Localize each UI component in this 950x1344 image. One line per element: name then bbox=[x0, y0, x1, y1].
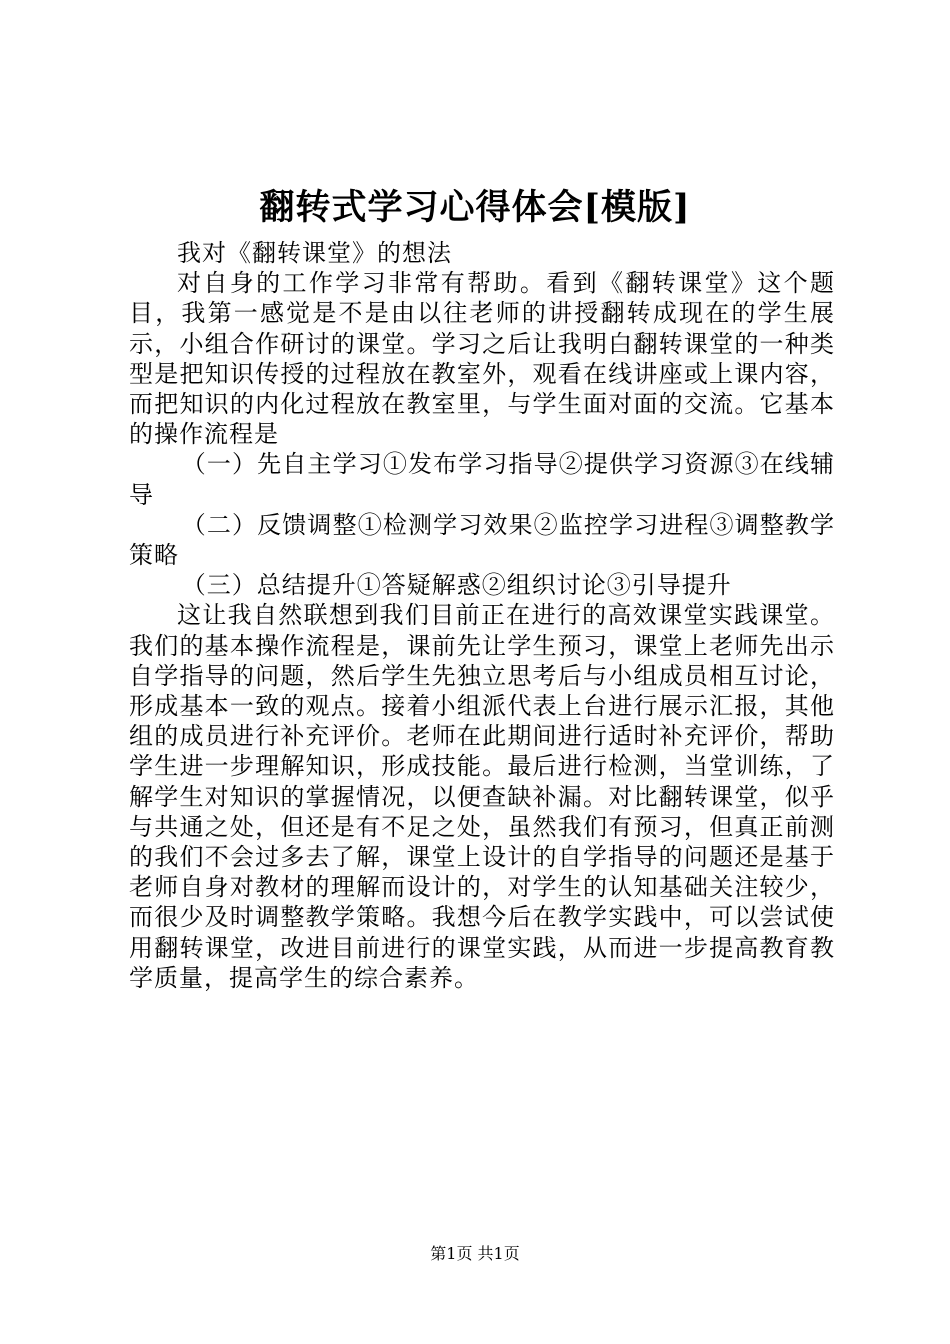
document-title: 翻转式学习心得体会[模版] bbox=[259, 187, 691, 228]
paragraph-step-2: （二）反馈调整①检测学习效果②监控学习进程③调整教学策略 bbox=[129, 510, 835, 570]
paragraph-reflection: 这让我自然联想到我们目前正在进行的高效课堂实践课堂。我们的基本操作流程是，课前先让学生预习，课堂上老师先出示自学指导的问题，然后学生先独立思考后与小组成员相互讨论，形成基本一致的观点。接着小组派代表上台进行展示汇报，其他组的成员进行补充评价。老师在此期间进行适时补充评价，帮助学生进一步理解知识，形成技能。最后进行检测，当堂训练，了解学生对知识的掌握情况，以便查缺补漏。对比翻转课堂，似乎与共通之处，但还是有不足之处，虽然我们有预习，但真正前测的我们不会过多去了解，课堂上设计的自学指导的问题还是基于老师自身对教材的理解而设计的，对学生的认知基础关注较少，而很少及时调整教学策略。我想今后在教学实践中，可以尝试使用翻转课堂，改进目前进行的课堂实践，从而进一步提高教育教学质量，提高学生的综合素养。 bbox=[129, 601, 835, 992]
document-body bbox=[129, 238, 835, 993]
paragraph-step-1: （一）先自主学习①发布学习指导②提供学习资源③在线辅导 bbox=[129, 450, 835, 509]
paragraph-intro: 对自身的工作学习非常有帮助。看到《翻转课堂》这个题目，我第一感觉是不是由以往老师的讲授翻转成现在的学生展示，小组合作研讨的课堂。学习之后让我明白翻转课堂的一种类型是把知识传授的过程放在教室外，观看在线讲座或上课内容，而把知识的内化过程放在教室里，与学生面对面的交流。它基本的操作流程是 bbox=[129, 269, 835, 449]
page-footer: 第1页 共1页 bbox=[430, 1244, 520, 1263]
paragraph-step-3: （三）总结提升①答疑解惑②组织讨论③引导提升 bbox=[181, 571, 732, 600]
paragraph-heading: 我对《翻转课堂》的想法 bbox=[177, 239, 452, 267]
